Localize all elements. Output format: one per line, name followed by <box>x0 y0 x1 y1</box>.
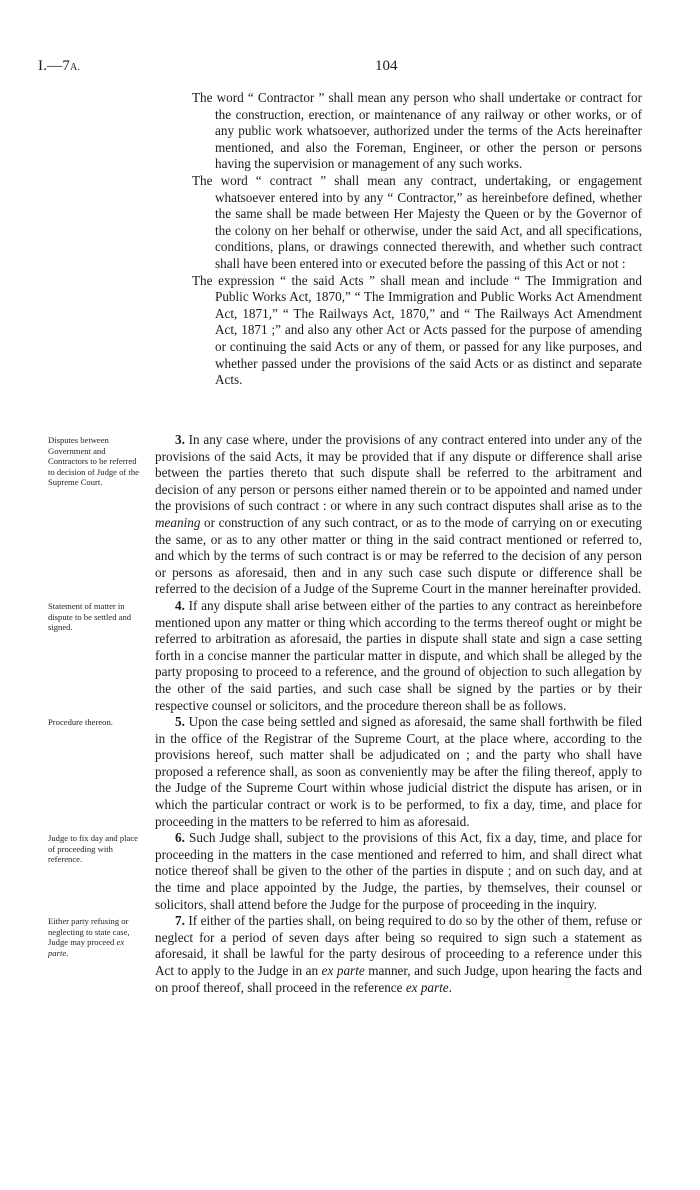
document-reference-main: I.—7 <box>38 58 71 74</box>
section-text: Upon the case being settled and signed as aforesaid, the same shall forthwith be filed in the office of the Registrar of the Supreme Court, at the place where, according to the provisions hereof, such matter shall be adjudicated on ; and the party who shall have proposed a reference shall, as soon as conveniently may be after the filing thereof, apply to the Judge of the Supreme Court within whose judicial district the dispute has arisen, or in which the particular contract or work is to be performed, to fix a day, time, and place for proceeding in the matters to be referred to him as aforesaid. <box>155 714 642 829</box>
section-5 <box>0 714 700 830</box>
section-6-body <box>155 830 642 913</box>
section-text-italic: meaning <box>155 514 201 530</box>
marginal-note-section-3: Disputes between Government and Contractors to be referred to decision of Judge of the Supreme Court. <box>48 435 139 488</box>
definitions-block <box>192 90 642 389</box>
section-text: . <box>448 979 452 995</box>
section-6 <box>0 830 700 913</box>
section-text: manner, and such Judge, upon hearing the facts and on proof thereof, shall proceed in the reference <box>155 963 642 995</box>
marginal-note-section-7 <box>48 916 144 958</box>
section-text: or construction of any such contract, or as to the mode of carrying on or executing the same, or as to any other matter or thing in the said contract mentioned or referred to, and which by the terms of such contract is or may be referred to the decision of any person or persons as aforesaid, then and in any such case such dispute or difference shall be referred to the decision of a Judge of the Supreme Court in the manner hereinafter provided. <box>155 514 642 597</box>
section-number: 5. <box>175 714 185 730</box>
section-4 <box>0 598 700 714</box>
document-reference-suffix: A. <box>70 62 81 73</box>
section-7-body <box>155 913 642 996</box>
marginal-note-text: . <box>66 948 69 958</box>
definition-contract: The word “ contract ” shall mean any contract, undertaking, or engagement whatsoever entered into by any “ Contractor,” as hereinbefore defined, whether the same shall be made between Her Majesty the Queen or by the Governor of the colony on her behalf or otherwise, under the said Act, and all specifications, conditions, plans, or drawings connected therewith, and whether such contract shall have been entered into or executed before the passing of this Act or not : <box>192 172 642 271</box>
section-3 <box>0 432 700 598</box>
marginal-note-text: Either party refusing or neglecting to state case, Judge may proceed <box>48 916 130 948</box>
section-3-body <box>155 432 642 598</box>
section-number: 7. <box>175 913 185 929</box>
marginal-note-section-5: Procedure thereon. <box>48 717 113 728</box>
page-number: 104 <box>375 58 398 74</box>
section-number: 3. <box>175 432 185 447</box>
marginal-note-text-italic: ex parte <box>48 937 125 958</box>
page-header <box>0 58 700 78</box>
sections-block <box>0 432 700 996</box>
section-7 <box>0 913 700 996</box>
section-text-italic: ex parte <box>321 963 365 978</box>
marginal-note-section-6: Judge to fix day and place of proceeding with reference. <box>48 833 138 865</box>
document-reference <box>38 58 80 75</box>
section-5-body <box>155 714 642 830</box>
marginal-note-section-4: Statement of matter in dispute to be settled and signed. <box>48 600 132 633</box>
section-text-italic: ex parte <box>405 979 449 995</box>
section-number: 4. <box>175 597 185 613</box>
section-text: If any dispute shall arise between either of the parties to any contract as hereinbefore mentioned upon any matter or thing which according to the terms thereof ought or might be referred to arbitration as aforesaid, the parties in dispute shall state and sign a case setting forth in a concise manner the particular matter in dispute, and which shall be alleged by the party proposing to proceed to a reference, and the ground of objection to such allegation by the other of the said parties, and such case shall be signed by the parties or by their respective counsel or solicitors, and the procedure thereon shall be as follows. <box>155 597 642 713</box>
definition-said-acts: The expression “ the said Acts ” shall mean and include “ The Immigration and Public Works Act, 1870,” “ The Immigration and Public Works Act Amendment Act, 1871,” “ The Railways Act, 1870,” and “ The Railways Act Amendment Act, 1871 ;” and also any other Act or Acts passed for the purpose of amending or continuing the said Acts or any of them, or passed for any like purposes, and whether passed under the provisions of the said Acts or as distinct and separate Acts. <box>192 272 642 388</box>
section-4-body <box>155 598 642 714</box>
section-number: 6. <box>175 830 185 846</box>
definition-contractor: The word “ Contractor ” shall mean any person who shall undertake or contract for the construction, erection, or maintenance of any railway or other works, or of any public work whatsoever, authorized under the terms of the Acts hereinafter mentioned, and also the Foreman, Engineer, or other the person or persons having the supervision or management of any such works. <box>192 90 642 172</box>
section-text: Such Judge shall, subject to the provisions of this Act, fix a day, time, and place for proceeding in the matters in the case mentioned and referred to him, and shall direct what notice thereof shall be given to the other of the parties in dispute ; and on such day, and at the time and place appointed by the Judge, the parties, by themselves, their counsel or solicitors, shall attend before the Judge for the purpose of proceeding in the inquiry. <box>155 830 642 912</box>
section-text: If either of the parties shall, on being required to do so by the other of them, refuse or neglect for a period of seven days after being so required to sign such a statement as aforesaid, it shall be lawful for the party desirous of proceeding to a reference under this Act to apply to the Judge in an <box>155 913 642 978</box>
section-text: In any case where, under the provisions of any contract entered into under any of the provisions of the said Acts, it may be provided that if any dispute or difference shall arise between the parties thereto that such dispute shall be referred to the arbitrament and decision of any person or persons either named therein or to be appointed and named under the provisions of such contract : or where in any such contract disputes shall arise as to the <box>155 432 642 514</box>
